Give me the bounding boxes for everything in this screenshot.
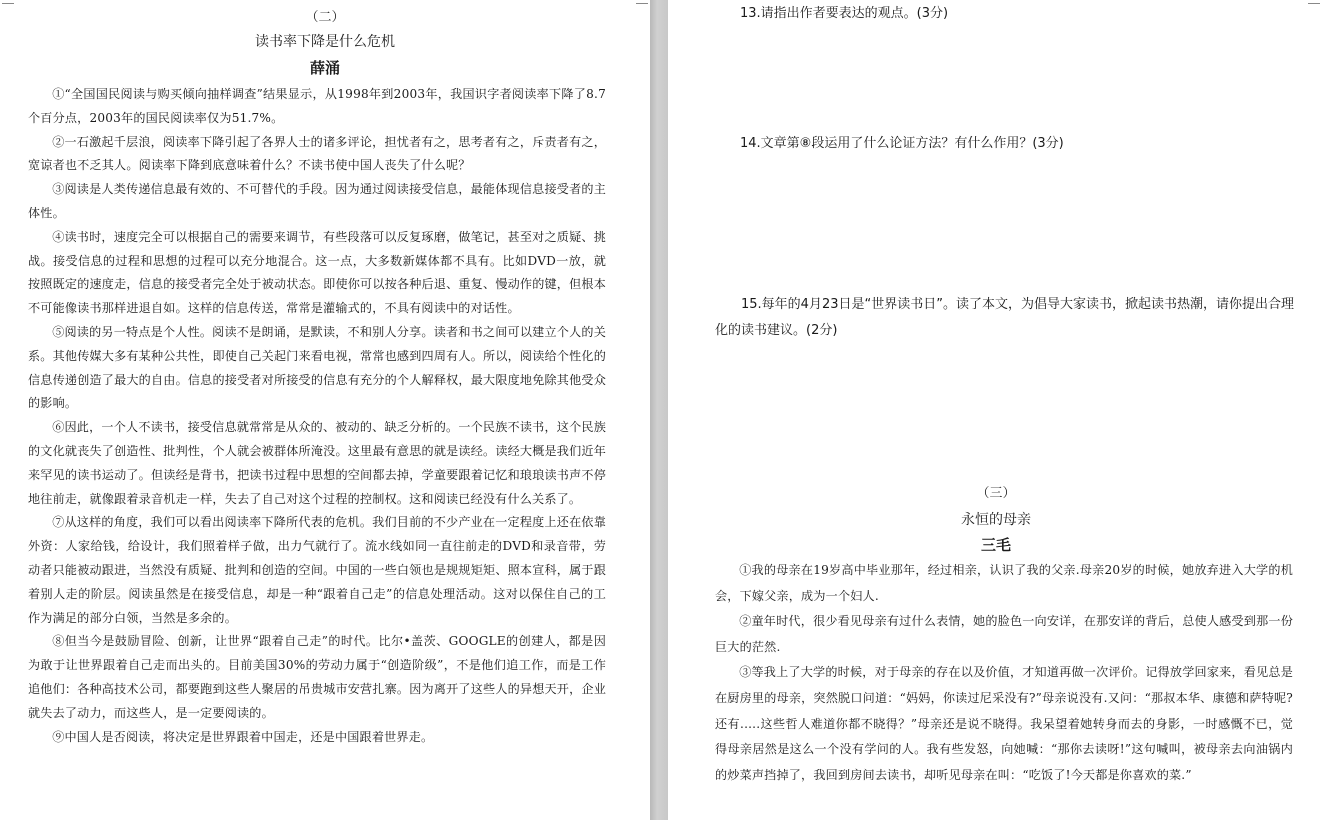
article-author: 三毛 <box>980 536 1011 554</box>
question-14: 14.文章第⑧段运用了什么论证方法？有什么作用？(3分) <box>740 136 1064 151</box>
left-page <box>0 0 650 820</box>
paragraph: ⑨中国人是否阅读，将决定是世界跟着中国走，还是中国跟着世界走。 <box>52 729 434 744</box>
paragraph: ⑦从这样的角度，我们可以看出阅读率下降所代表的危机。我们目前的不少产业在一定程度上还在依靠外资：人家给钱，给设计，我们照着样子做，出力气就行了。流水线如同一直往前走的DVD和录音带，劳动者只能被动跟进，当然没有质疑、批判和创造的空间。中国的一些白领也是规规矩矩、照本宣科，属于跟着别人走的阶层。阅读虽然是在接受信息，却是一种“跟着自己走”的信息处理活动。这对以保住自己的工作为满足的部分白领，当然是多余的。 <box>28 515 606 625</box>
paragraph: ①我的母亲在19岁高中毕业那年，经过相亲，认识了我的父亲.母亲20岁的时候，她放弃进入大学的机会，下嫁父亲，成为一个妇人. <box>715 563 1293 603</box>
paragraph: ⑥因此，一个人不读书，接受信息就常常是从众的、被动的、缺乏分析的。一个民族不读书，这个民族的文化就丧失了创造性、批判性，个人就会被群体所淹没。这里最有意思的就是读经。读经大概是我们近年来罕见的读书运动了。但读经是背书，把读书过程中思想的空间都去掉，学童要跟着记忆和琅琅读书声不停地往前走，就像跟着录音机走一样，失去了自己对这个过程的控制权。这和阅读已经没有什么关系了。 <box>28 420 606 506</box>
paragraph: ②一石激起千层浪，阅读率下降引起了各界人士的诸多评论，担忧者有之，思考者有之，斥责者有之，宽谅者也不乏其人。阅读率下降到底意味着什么？不读书使中国人丧失了什么呢？ <box>28 134 606 173</box>
article-author: 薛涌 <box>309 59 340 77</box>
section-number: （二） <box>305 10 345 25</box>
section-number: （三） <box>976 486 1016 501</box>
paragraph: ⑤阅读的另一特点是个人性。阅读不是朗诵，是默读，不和别人分享。读者和书之间可以建立个人的关系。其他传媒大多有某种公共性，即使自己关起门来看电视，常常也感到四周有人。所以，阅读给个性化的信息传递创造了最大的自由。信息的接受者对所接受的信息有充分的个人解释权，最大限度地免除其他受众的影响。 <box>28 324 606 411</box>
question-15: 15.每年的4月23日是“世界读书日”。读了本文，为倡导大家读书，掀起读书热潮，请你提出合理化的读书建议。(2分) <box>715 297 1294 338</box>
paragraph: ③等我上了大学的时候，对于母亲的存在以及价值，才知道再做一次评价。记得放学回家来，看见总是在厨房里的母亲，突然脱口问道：“妈妈，你读过尼采没有?”母亲说没有.又问：“那叔本华、康德和萨特呢?还有.....这些哲人难道你都不晓得？”母亲还是说不晓得。我呆望着她转身而去的身影，一时感慨不已，觉得母亲居然是这么一个没有学问的人。我有些发怒，向她喊：“那你去读呀!”这句喊叫，被母亲去向油锅内的炒菜声挡掉了，我回到房间去读书，却听见母亲在叫：“吃饭了!今天都是你喜欢的菜.” <box>715 665 1293 782</box>
page-gap <box>650 0 668 820</box>
article-title: 永恒的母亲 <box>961 512 1031 528</box>
right-page <box>668 0 1324 820</box>
paragraph: ①“全国国民阅读与购买倾向抽样调查”结果显示，从1998年到2003年，我国识字者阅读率下降了8.7个百分点，2003年的国民阅读率仅为51.7%。 <box>28 87 606 125</box>
paragraph: ④读书时，速度完全可以根据自己的需要来调节，有些段落可以反复琢磨，做笔记，甚至对之质疑、挑战。接受信息的过程和思想的过程可以充分地混合。这一点，大多数新媒体都不具有。比如DVD一放，就按照既定的速度走，信息的接受者完全处于被动状态。即使你可以按各种后退、重复、慢动作的键，但根本不可能像读书那样进退自如。这样的信息传送，常常是灌输式的，不具有阅读中的对话性。 <box>28 229 606 316</box>
page-corner-mark <box>1308 3 1320 4</box>
page-corner-mark <box>636 3 648 4</box>
page-corner-mark <box>2 3 14 4</box>
paragraph: ③阅读是人类传递信息最有效的、不可替代的手段。因为通过阅读接受信息，最能体现信息接受者的主体性。 <box>28 182 606 220</box>
article-body <box>715 558 1293 788</box>
article-body <box>28 83 606 749</box>
paragraph: ②童年时代，很少看见母亲有过什么表情，她的脸色一向安详，在那安详的背后，总使人感受到那一份巨大的茫然. <box>715 614 1293 654</box>
article-title: 读书率下降是什么危机 <box>255 34 395 50</box>
question-13: 13.请指出作者要表达的观点。(3分) <box>740 6 949 21</box>
paragraph: ⑧但当今是鼓励冒险、创新，让世界“跟着自己走”的时代。比尔•盖茨、GOOGLE的创建人，都是因为敢于让世界跟着自己走而出头的。目前美国30%的劳动力属于“创造阶级”，不是他们追工作，而是工作追他们：各种高技术公司，都要跑到这些人聚居的吊贵城市安营扎寨。因为离开了这些人的异想天开，企业就失去了动力，而这些人，是一定要阅读的。 <box>28 634 606 720</box>
